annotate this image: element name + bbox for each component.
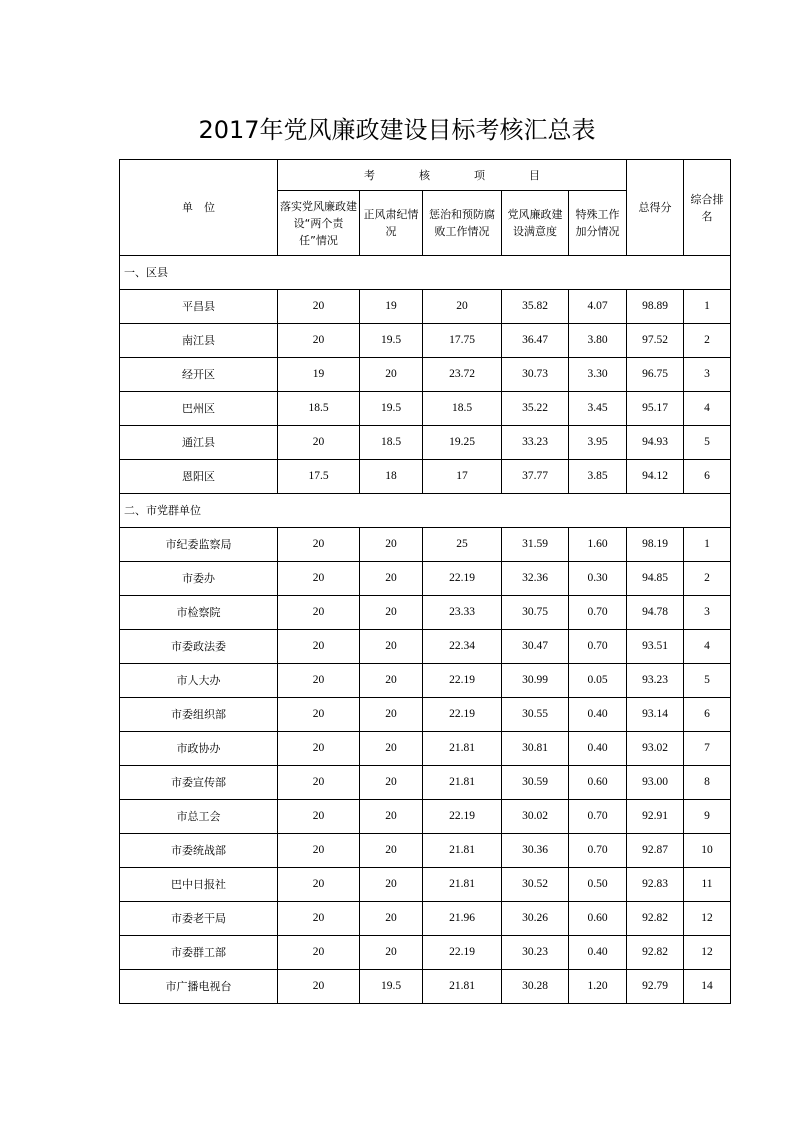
item-2-cell: 20 — [360, 358, 423, 392]
item-4-cell: 30.73 — [502, 358, 569, 392]
item-1-cell: 20 — [278, 562, 360, 596]
table-row — [120, 664, 731, 698]
item-2-cell: 20 — [360, 528, 423, 562]
item-5-cell: 0.70 — [569, 630, 627, 664]
table-row — [120, 358, 731, 392]
item-4-cell: 36.47 — [502, 324, 569, 358]
item-2-cell: 20 — [360, 902, 423, 936]
item-5-cell: 3.80 — [569, 324, 627, 358]
rank-cell: 4 — [684, 392, 731, 426]
item-2-cell: 20 — [360, 936, 423, 970]
header-unit: 单 位 — [120, 160, 278, 256]
item-3-cell: 22.19 — [423, 800, 502, 834]
unit-cell: 恩阳区 — [120, 460, 278, 494]
item-2-cell: 19.5 — [360, 970, 423, 1004]
rank-cell: 6 — [684, 460, 731, 494]
item-1-cell: 20 — [278, 902, 360, 936]
item-2-cell: 20 — [360, 868, 423, 902]
item-5-cell: 4.07 — [569, 290, 627, 324]
unit-cell: 市委政法委 — [120, 630, 278, 664]
unit-cell: 通江县 — [120, 426, 278, 460]
header-item-3: 惩治和预防腐败工作情况 — [423, 191, 502, 256]
item-1-cell: 20 — [278, 596, 360, 630]
rank-cell: 2 — [684, 324, 731, 358]
total-score-cell: 96.75 — [627, 358, 684, 392]
item-1-cell: 20 — [278, 868, 360, 902]
item-5-cell: 0.70 — [569, 596, 627, 630]
item-2-cell: 20 — [360, 664, 423, 698]
item-2-cell: 20 — [360, 698, 423, 732]
table-row — [120, 868, 731, 902]
total-score-cell: 92.79 — [627, 970, 684, 1004]
item-2-cell: 19 — [360, 290, 423, 324]
table-row — [120, 562, 731, 596]
item-5-cell: 3.45 — [569, 392, 627, 426]
item-1-cell: 20 — [278, 970, 360, 1004]
unit-cell: 巴中日报社 — [120, 868, 278, 902]
item-3-cell: 19.25 — [423, 426, 502, 460]
rank-cell: 10 — [684, 834, 731, 868]
unit-cell: 巴州区 — [120, 392, 278, 426]
unit-cell: 南江县 — [120, 324, 278, 358]
total-score-cell: 92.87 — [627, 834, 684, 868]
rank-cell: 4 — [684, 630, 731, 664]
assessment-summary-table — [119, 159, 731, 1004]
item-2-cell: 20 — [360, 766, 423, 800]
table-row — [120, 290, 731, 324]
rank-cell: 6 — [684, 698, 731, 732]
item-5-cell: 0.30 — [569, 562, 627, 596]
item-5-cell: 1.60 — [569, 528, 627, 562]
header-total-score: 总得分 — [627, 160, 684, 256]
item-1-cell: 19 — [278, 358, 360, 392]
total-score-cell: 97.52 — [627, 324, 684, 358]
unit-cell: 经开区 — [120, 358, 278, 392]
total-score-cell: 93.02 — [627, 732, 684, 766]
table-row — [120, 766, 731, 800]
item-3-cell: 21.81 — [423, 834, 502, 868]
item-5-cell: 3.85 — [569, 460, 627, 494]
item-3-cell: 21.81 — [423, 766, 502, 800]
item-3-cell: 23.72 — [423, 358, 502, 392]
item-1-cell: 20 — [278, 800, 360, 834]
item-5-cell: 3.30 — [569, 358, 627, 392]
item-3-cell: 23.33 — [423, 596, 502, 630]
item-5-cell: 0.05 — [569, 664, 627, 698]
item-4-cell: 30.75 — [502, 596, 569, 630]
rank-cell: 5 — [684, 426, 731, 460]
table-body — [120, 160, 731, 1004]
total-score-cell: 92.91 — [627, 800, 684, 834]
rank-cell: 8 — [684, 766, 731, 800]
item-3-cell: 17.75 — [423, 324, 502, 358]
table-row — [120, 970, 731, 1004]
item-3-cell: 22.19 — [423, 664, 502, 698]
item-2-cell: 20 — [360, 562, 423, 596]
item-1-cell: 20 — [278, 290, 360, 324]
total-score-cell: 93.23 — [627, 664, 684, 698]
item-5-cell: 3.95 — [569, 426, 627, 460]
item-3-cell: 21.81 — [423, 732, 502, 766]
item-4-cell: 30.02 — [502, 800, 569, 834]
unit-cell: 市委老干局 — [120, 902, 278, 936]
unit-cell: 市政协办 — [120, 732, 278, 766]
header-overall-rank: 综合排名 — [684, 160, 731, 256]
item-2-cell: 18.5 — [360, 426, 423, 460]
table-row — [120, 732, 731, 766]
total-score-cell: 98.19 — [627, 528, 684, 562]
table-row — [120, 902, 731, 936]
item-1-cell: 20 — [278, 528, 360, 562]
item-4-cell: 31.59 — [502, 528, 569, 562]
unit-cell: 市委群工部 — [120, 936, 278, 970]
total-score-cell: 94.93 — [627, 426, 684, 460]
section-row — [120, 494, 731, 528]
item-1-cell: 17.5 — [278, 460, 360, 494]
item-3-cell: 22.19 — [423, 698, 502, 732]
item-1-cell: 18.5 — [278, 392, 360, 426]
table-row — [120, 834, 731, 868]
total-score-cell: 92.83 — [627, 868, 684, 902]
item-4-cell: 33.23 — [502, 426, 569, 460]
total-score-cell: 92.82 — [627, 902, 684, 936]
unit-cell: 市委统战部 — [120, 834, 278, 868]
table-row — [120, 800, 731, 834]
rank-cell: 3 — [684, 596, 731, 630]
item-5-cell: 1.20 — [569, 970, 627, 1004]
item-3-cell: 21.81 — [423, 970, 502, 1004]
table-row — [120, 460, 731, 494]
item-2-cell: 19.5 — [360, 324, 423, 358]
item-2-cell: 20 — [360, 732, 423, 766]
item-4-cell: 35.82 — [502, 290, 569, 324]
unit-cell: 市纪委监察局 — [120, 528, 278, 562]
total-score-cell: 93.00 — [627, 766, 684, 800]
unit-cell: 市检察院 — [120, 596, 278, 630]
total-score-cell: 93.51 — [627, 630, 684, 664]
item-3-cell: 25 — [423, 528, 502, 562]
total-score-cell: 93.14 — [627, 698, 684, 732]
item-1-cell: 20 — [278, 732, 360, 766]
item-2-cell: 18 — [360, 460, 423, 494]
table-row — [120, 528, 731, 562]
total-score-cell: 94.12 — [627, 460, 684, 494]
unit-cell: 市委组织部 — [120, 698, 278, 732]
item-4-cell: 30.47 — [502, 630, 569, 664]
item-1-cell: 20 — [278, 664, 360, 698]
section-label: 二、市党群单位 — [120, 494, 731, 528]
item-4-cell: 30.36 — [502, 834, 569, 868]
item-2-cell: 20 — [360, 800, 423, 834]
table-row — [120, 630, 731, 664]
table-row — [120, 392, 731, 426]
item-3-cell: 17 — [423, 460, 502, 494]
item-1-cell: 20 — [278, 324, 360, 358]
rank-cell: 14 — [684, 970, 731, 1004]
header-assessment-items: 考 核 项 目 — [278, 160, 627, 191]
item-4-cell: 30.81 — [502, 732, 569, 766]
item-4-cell: 35.22 — [502, 392, 569, 426]
header-item-4: 党风廉政建设满意度 — [502, 191, 569, 256]
section-row — [120, 256, 731, 290]
item-4-cell: 32.36 — [502, 562, 569, 596]
rank-cell: 9 — [684, 800, 731, 834]
rank-cell: 1 — [684, 528, 731, 562]
table-row — [120, 596, 731, 630]
rank-cell: 12 — [684, 902, 731, 936]
unit-cell: 市广播电视台 — [120, 970, 278, 1004]
header-item-1: 落实党风廉政建设“两个责任”情况 — [278, 191, 360, 256]
item-5-cell: 0.50 — [569, 868, 627, 902]
page-title: 2017年党风廉政建设目标考核汇总表 — [198, 116, 596, 144]
header-row-top — [120, 160, 731, 191]
item-1-cell: 20 — [278, 426, 360, 460]
header-item-5: 特殊工作加分情况 — [569, 191, 627, 256]
item-3-cell: 22.19 — [423, 562, 502, 596]
rank-cell: 12 — [684, 936, 731, 970]
item-2-cell: 20 — [360, 630, 423, 664]
header-item-2: 正风肃纪情况 — [360, 191, 423, 256]
item-1-cell: 20 — [278, 766, 360, 800]
item-1-cell: 20 — [278, 936, 360, 970]
item-4-cell: 30.28 — [502, 970, 569, 1004]
item-5-cell: 0.70 — [569, 800, 627, 834]
total-score-cell: 98.89 — [627, 290, 684, 324]
item-2-cell: 20 — [360, 596, 423, 630]
item-4-cell: 30.55 — [502, 698, 569, 732]
total-score-cell: 95.17 — [627, 392, 684, 426]
item-1-cell: 20 — [278, 630, 360, 664]
total-score-cell: 94.85 — [627, 562, 684, 596]
rank-cell: 3 — [684, 358, 731, 392]
rank-cell: 7 — [684, 732, 731, 766]
table-row — [120, 698, 731, 732]
item-4-cell: 30.59 — [502, 766, 569, 800]
rank-cell: 11 — [684, 868, 731, 902]
item-5-cell: 0.70 — [569, 834, 627, 868]
unit-cell: 市委宣传部 — [120, 766, 278, 800]
section-label: 一、区县 — [120, 256, 731, 290]
table-row — [120, 324, 731, 358]
item-5-cell: 0.60 — [569, 766, 627, 800]
table-row — [120, 426, 731, 460]
item-3-cell: 18.5 — [423, 392, 502, 426]
unit-cell: 市总工会 — [120, 800, 278, 834]
table-row — [120, 936, 731, 970]
item-5-cell: 0.40 — [569, 732, 627, 766]
total-score-cell: 92.82 — [627, 936, 684, 970]
unit-cell: 市人大办 — [120, 664, 278, 698]
item-3-cell: 22.34 — [423, 630, 502, 664]
item-3-cell: 21.96 — [423, 902, 502, 936]
unit-cell: 市委办 — [120, 562, 278, 596]
item-4-cell: 30.23 — [502, 936, 569, 970]
rank-cell: 5 — [684, 664, 731, 698]
item-3-cell: 21.81 — [423, 868, 502, 902]
item-5-cell: 0.40 — [569, 936, 627, 970]
item-2-cell: 19.5 — [360, 392, 423, 426]
rank-cell: 2 — [684, 562, 731, 596]
item-1-cell: 20 — [278, 834, 360, 868]
item-4-cell: 30.99 — [502, 664, 569, 698]
item-5-cell: 0.40 — [569, 698, 627, 732]
item-4-cell: 30.52 — [502, 868, 569, 902]
rank-cell: 1 — [684, 290, 731, 324]
item-2-cell: 20 — [360, 834, 423, 868]
item-1-cell: 20 — [278, 698, 360, 732]
item-5-cell: 0.60 — [569, 902, 627, 936]
total-score-cell: 94.78 — [627, 596, 684, 630]
item-3-cell: 20 — [423, 290, 502, 324]
item-3-cell: 22.19 — [423, 936, 502, 970]
item-4-cell: 30.26 — [502, 902, 569, 936]
item-4-cell: 37.77 — [502, 460, 569, 494]
unit-cell: 平昌县 — [120, 290, 278, 324]
